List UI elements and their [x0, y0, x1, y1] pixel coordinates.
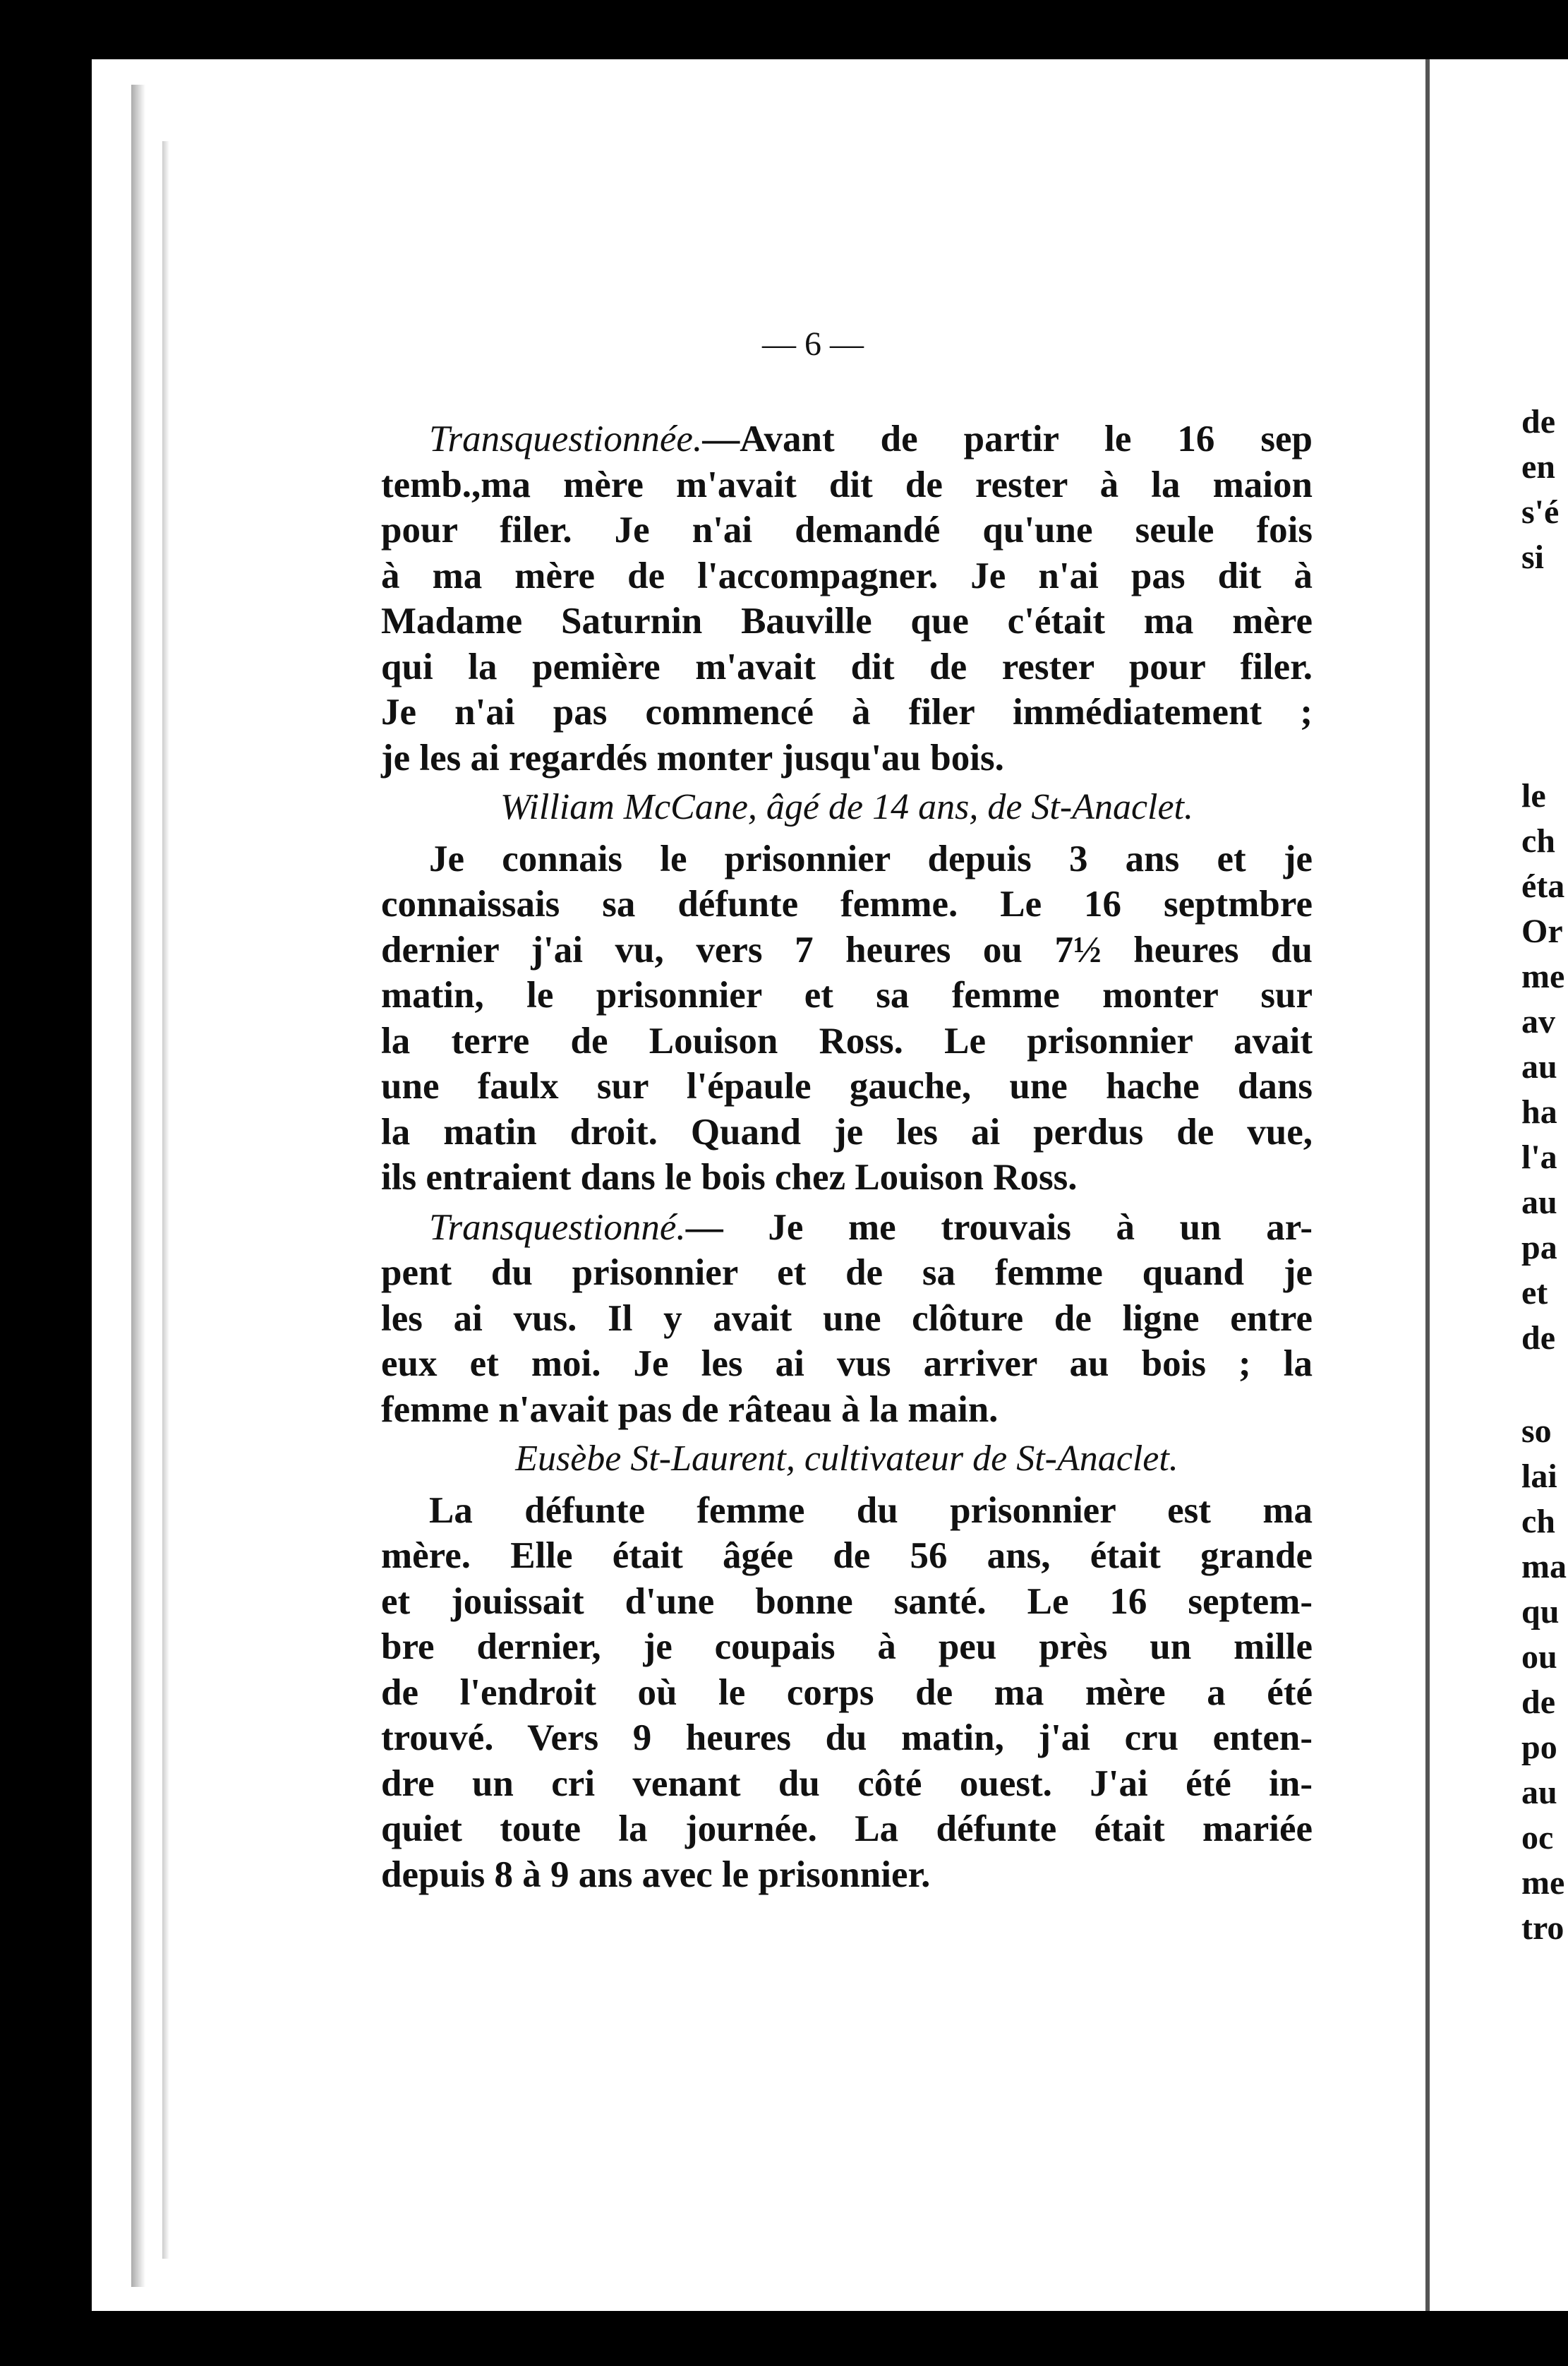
facing-page-fragment: ha [1521, 1093, 1557, 1131]
text-line [381, 1670, 1313, 1716]
facing-page-fragment: ch [1521, 822, 1555, 860]
witness-heading: William McCane, âgé de 14 ans, de St-Anaclet. [500, 787, 1193, 827]
text-line [381, 1488, 1313, 1534]
line-text: dernier j'ai vu, vers 7 heures ou 7½ heures du [381, 929, 1313, 971]
facing-page-fragment: oc [1521, 1819, 1554, 1856]
text-line [381, 1110, 1313, 1155]
line-text: et jouissait d'une bonne santé. Le 16 septem- [381, 1580, 1313, 1622]
line-text: la terre de Louison Ross. Le prisonnier avait [381, 1020, 1313, 1062]
facing-page [1430, 59, 1568, 2311]
testimony-label: Transquestionné. [429, 1206, 686, 1248]
text-line [381, 1296, 1313, 1342]
line-text: les ai vus. Il y avait une clôture de ligne entre [381, 1297, 1313, 1339]
line-text: La défunte femme du prisonnier est ma [429, 1489, 1313, 1531]
text-line [381, 599, 1313, 644]
facing-page-fragment: po [1521, 1729, 1557, 1766]
text-line [381, 508, 1313, 553]
text-line [381, 1579, 1313, 1625]
line-text: à ma mère de l'accompagner. Je n'ai pas dit à [381, 555, 1313, 596]
facing-page-fragment: pa [1521, 1229, 1557, 1266]
line-text: une faulx sur l'épaule gauche, une hache dans [381, 1066, 1313, 1107]
text-line [381, 1715, 1313, 1761]
text-line [381, 927, 1313, 973]
page-body [381, 416, 1313, 1902]
line-text: quiet toute la journée. La défunte était mariée [381, 1808, 1313, 1849]
page-number: — 6 — [762, 325, 864, 363]
facing-page-fragment: me [1521, 1864, 1565, 1902]
line-text: de l'endroit où le corps de ma mère a été [381, 1671, 1313, 1713]
text-line [381, 1533, 1313, 1579]
text-line [381, 1341, 1313, 1387]
facing-page-fragment: s'é [1521, 493, 1560, 531]
text-line [381, 1852, 1313, 1898]
facing-page-fragment: av [1521, 1003, 1555, 1040]
text-line [381, 1624, 1313, 1670]
facing-page-fragment: tro [1521, 1909, 1564, 1947]
text-line [381, 735, 1313, 781]
line-text: pent du prisonnier et de sa femme quand je [381, 1252, 1313, 1293]
text-line [381, 973, 1313, 1019]
facing-page-fragment: Or [1521, 913, 1563, 950]
text-line [381, 1155, 1313, 1201]
facing-page-fragment: et [1521, 1274, 1548, 1311]
line-text: depuis 8 à 9 ans avec le prisonnier. [381, 1854, 931, 1895]
witness-heading: Eusèbe St-Laurent, cultivateur de St-Anaclet. [515, 1439, 1178, 1479]
text-line [381, 1387, 1313, 1433]
testimony-label: Transquestionnée. [429, 419, 703, 460]
line-text: temb.,ma mère m'avait dit de rester à la maion [381, 464, 1313, 505]
line-text: matin, le prisonnier et sa femme monter sur [381, 975, 1313, 1016]
facing-page-fragment: au [1521, 1184, 1557, 1221]
line-text: connaissais sa défunte femme. Le 16 septmbre [381, 884, 1313, 925]
line-text: dre un cri venant du côté ouest. J'ai été in- [381, 1763, 1313, 1804]
line-text: mère. Elle était âgée de 56 ans, était grande [381, 1535, 1313, 1576]
facing-page-fragment: ma [1521, 1548, 1567, 1585]
facing-page-fragment: de [1521, 403, 1555, 440]
text-line [381, 690, 1313, 735]
page-stack-edge [131, 85, 145, 2287]
page-stack-edge-inner [162, 141, 169, 2259]
line-text: pour filer. Je n'ai demandé qu'une seule fois [381, 510, 1313, 551]
text-line [381, 836, 1313, 882]
text-line [381, 1205, 1313, 1251]
line-text: — Je me trouvais à un ar- [685, 1206, 1313, 1248]
line-text: Madame Saturnin Bauville que c'était ma mère [381, 601, 1313, 642]
text-line [381, 882, 1313, 927]
facing-page-fragment: so [1521, 1412, 1552, 1450]
line-text: trouvé. Vers 9 heures du matin, j'ai cru enten- [381, 1717, 1313, 1758]
text-line [381, 644, 1313, 690]
facing-page-fragment: ch [1521, 1503, 1555, 1540]
line-text: —Avant de partir le 16 sep [702, 419, 1313, 460]
facing-page-fragment: qu [1521, 1593, 1560, 1631]
facing-page-fragment: de [1521, 1683, 1555, 1721]
facing-page-fragment: au [1521, 1048, 1557, 1086]
line-text: Je n'ai pas commencé à filer immédiatement ; [381, 692, 1313, 733]
text-line [381, 1806, 1313, 1852]
facing-page-fragment: éta [1521, 867, 1565, 905]
text-line [381, 1064, 1313, 1110]
text-line [381, 1250, 1313, 1296]
facing-page-fragment: si [1521, 539, 1545, 576]
line-text: qui la pemière m'avait dit de rester pour filer. [381, 646, 1313, 687]
text-line [381, 553, 1313, 599]
line-text: la matin droit. Quand je les ai perdus de vue, [381, 1111, 1313, 1153]
text-line [381, 462, 1313, 508]
facing-page-fragment: en [1521, 448, 1555, 486]
line-text: je les ai regardés monter jusqu'au bois. [381, 737, 1004, 779]
facing-page-fragment: de [1521, 1319, 1555, 1357]
text-line [381, 416, 1313, 462]
text-line [381, 1019, 1313, 1064]
line-text: Je connais le prisonnier depuis 3 ans et je [429, 838, 1313, 879]
line-text: ils entraient dans le bois chez Louison Ross. [381, 1157, 1078, 1198]
facing-page-fragment: ou [1521, 1638, 1557, 1676]
facing-page-fragment: le [1521, 777, 1546, 815]
facing-page-fragment: me [1521, 958, 1565, 995]
facing-page-fragment: l'a [1521, 1139, 1557, 1176]
facing-page-fragment: lai [1521, 1458, 1557, 1495]
line-text: femme n'avait pas de râteau à la main. [381, 1388, 999, 1430]
line-text: eux et moi. Je les ai vus arriver au bois ; la [381, 1343, 1313, 1384]
text-line [381, 1761, 1313, 1807]
facing-page-fragment: au [1521, 1774, 1557, 1811]
line-text: bre dernier, je coupais à peu près un mille [381, 1626, 1313, 1667]
